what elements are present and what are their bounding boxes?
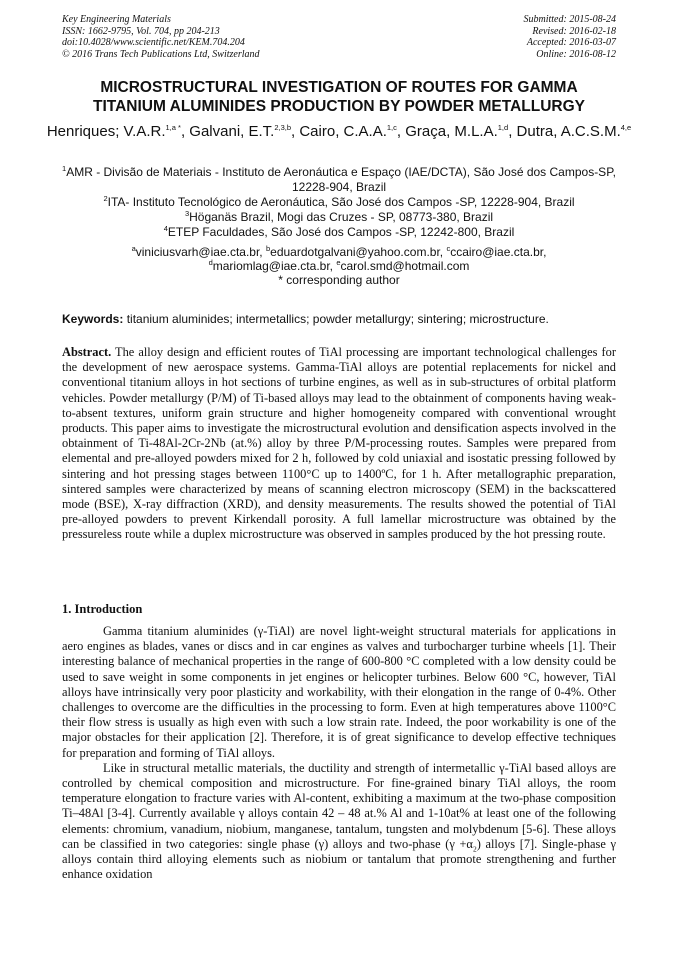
section-heading-introduction: 1. Introduction (62, 602, 143, 616)
author-1-affil: 1,a * (165, 123, 181, 132)
author-2-affil: 2,3,b (274, 123, 292, 132)
affiliation-2-number: 2 (103, 194, 108, 203)
affiliation-2-text: ITA- Instituto Tecnológico de Aeronáutica, São José dos Campos -SP, 12228-904, Brazil (107, 195, 575, 209)
email-c-marker: c (446, 244, 451, 253)
affiliation-3-number: 3 (184, 209, 190, 218)
email-a-marker: a (131, 244, 136, 253)
author-5: , Dutra, A.C.S.M. (508, 123, 621, 140)
keywords-label: Keywords: (62, 312, 124, 326)
affiliation-4-number: 4 (163, 224, 168, 233)
email-line-1 (60, 245, 618, 259)
introduction-body (62, 624, 616, 882)
email-b: eduardotgalvani@yahoo.com.br, (270, 245, 447, 259)
abstract-text: The alloy design and efficient routes of TiAl processing are important technological challenges for the development of new aerospace systems. Gamma-TiAl alloys are potential replacements for nickel and conventional titanium alloys in hot sections of turbine engines, as well as in sub-structures of orbital platform vehicles. Powder metallurgy (P/M) of Ti-based alloys may lead to the obtainment of components having weak-to-absent textures, uniform grain structure and higher homogeneity compared with conventional wrought products. This paper aims to investigate the microstructural evolution and densification aspects involved in the obtainment of Ti-48Al-2Cr-2Nb (at.%) alloy by three P/M-processing routes. Samples were prepared from elemental and pre-alloyed powders mixed for 2 h, followed by cold uniaxial and isostatic pressing followed by sintering and hot pressing stages between 1100°C up to 1400ºC, for 1 h. After metallographic preparation, sintered samples were characterized by means of scanning electron microscopy (SEM) in the backscattered mode (BSE), X-ray diffraction (XRD), and density measurements. The results showed the potential of TiAl pre-alloyed powders to prevent Kirkendall porosity. A full lamellar microstructure was obtained by the pressureless route while a duplex microstructure was observed in samples produced by the hot pressing route. (62, 345, 616, 542)
intro-paragraph-2 (62, 761, 616, 883)
email-line-2 (60, 259, 618, 273)
abstract (62, 345, 616, 543)
doi: doi:10.4028/www.scientific.net/KEM.704.204 (62, 37, 245, 48)
submitted-date: Submitted: 2015-08-24 (523, 14, 616, 25)
email-e-marker: e (336, 258, 341, 267)
affiliation-4 (60, 225, 618, 240)
author-1: Henriques; V.A.R. (46, 123, 166, 140)
affiliation-1 (60, 165, 618, 195)
title-line-2: TITANIUM ALUMINIDES PRODUCTION BY POWDER METALLURGY (93, 98, 585, 115)
title-line-1: MICROSTRUCTURAL INVESTIGATION OF ROUTES FOR GAMMA (100, 79, 578, 96)
journal-name: Key Engineering Materials (62, 14, 171, 25)
author-4: , Graça, M.L.A. (396, 123, 498, 140)
email-b-marker: b (265, 244, 271, 253)
author-emails (60, 245, 618, 287)
author-3-affil: 1,c (386, 123, 397, 132)
affiliation-3-text: Höganäs Brazil, Mogi das Cruzes - SP, 08773-380, Brazil (189, 210, 494, 224)
online-date: Online: 2016-08-12 (536, 48, 616, 60)
author-list (40, 122, 638, 141)
author-5-affil: 4,e (620, 123, 632, 132)
copyright: © 2016 Trans Tech Publications Ltd, Switzerland (62, 48, 260, 60)
corresponding-author-note: * corresponding author (278, 273, 400, 287)
keywords (62, 312, 616, 326)
alpha2-subscript: 2 (472, 844, 477, 854)
author-3: , Cairo, C.A.A. (291, 123, 387, 140)
affiliation-3 (60, 210, 618, 225)
paper-title (40, 78, 638, 116)
email-d-marker: d (208, 258, 213, 267)
email-e: carol.smd@hotmail.com (340, 259, 470, 273)
affiliations (60, 165, 618, 240)
email-d: mariomlag@iae.cta.br, (212, 259, 337, 273)
revised-date: Revised: 2016-02-18 (532, 25, 616, 37)
affiliation-1-number: 1 (62, 164, 67, 173)
email-c: ccairo@iae.cta.br, (450, 245, 547, 259)
abstract-label: Abstract. (62, 345, 112, 359)
affiliation-4-text: ETEP Faculdades, São José dos Campos -SP, 12242-800, Brazil (167, 225, 515, 239)
keywords-text: titanium aluminides; intermetallics; powder metallurgy; sintering; microstructure. (123, 312, 549, 326)
publication-dates (524, 14, 617, 60)
affiliation-2 (60, 195, 618, 210)
intro-paragraph-1: Gamma titanium aluminides (γ-TiAl) are novel light-weight structural materials for applications in aero engines as blades, vanes or discs and in car engines as valves and turbocharger turbine wheels [1]. Their interesting balance of mechanical properties in the range of 600-800 °C completed with a low density could be used to save weight in some components in jet engines or helicopter turbines. Below 600 °C, however, TiAl alloys have intrinsically very poor plasticity and workability, with their elongation in the range of 0-4%. Other challenges to overcome are the difficulties in the processing to form. Even at high temperatures above 1100°C their flow stress is usually as high even with such a low strain rate. Indeed, the poor workability is one of the major obstacles for their application [2]. Therefore, it is of great significance to develop effective techniques for preparation and forming of TiAl alloys. (62, 624, 616, 760)
affiliation-1-text: AMR - Divisão de Materiais - Instituto de Aeronáutica e Espaço (IAE/DCTA), São José dos Campos-SP, 12228-904, Brazil (66, 165, 616, 194)
intro-paragraph-2-part-2: ) alloys [7]. Single-phase γ alloys contain third alloying elements such as niobium or tantalum that promote strengthening and further enhance oxidation (62, 836, 616, 882)
email-a: viniciusvarh@iae.cta.br, (135, 245, 266, 259)
issn: ISSN: 1662-9795, Vol. 704, pp 204-213 (62, 25, 220, 37)
accepted-date: Accepted: 2016-03-07 (526, 37, 616, 48)
author-2: , Galvani, E.T. (180, 123, 275, 140)
intro-paragraph-2-part-1: Like in structural metallic materials, the ductility and strength of intermetallic γ-TiAl based alloys are controlled by chemical composition and microstructure. For fine-grained binary TiAl alloys, the room temperature elongation to fracture varies with Al-content, exhibiting a maximum at the two-phase composition Ti–48Al [3-4]. Currently available γ alloys contain 42 – 48 at.% Al and 1-10at% at least one of the following elements: chromium, vanadium, niobium, manganese, tantalum, tungsten and molybdenum [5-6]. These alloys can be classified in two categories: single phase (γ) alloys and two-phase (γ +α (62, 760, 616, 851)
author-4-affil: 1,d (497, 123, 509, 132)
journal-info (62, 14, 260, 60)
